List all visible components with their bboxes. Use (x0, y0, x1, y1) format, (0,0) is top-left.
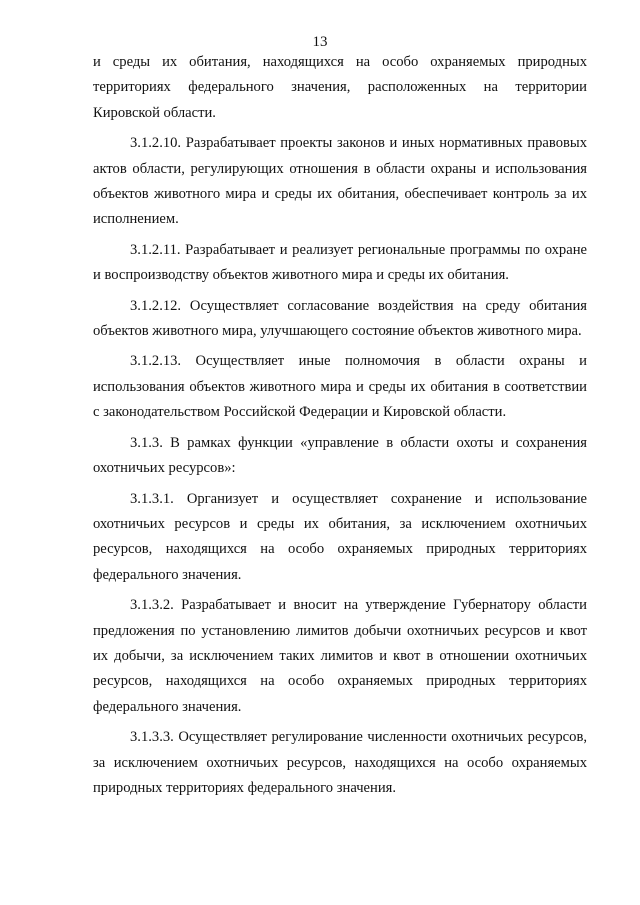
page-number: 13 (312, 34, 328, 50)
document-body (93, 50, 587, 806)
paragraph-3-1-2-12: 3.1.2.12. Осуществляет согласование воздействия на среду обитания объектов животного мира, улучшающего состояние объектов животного мира. (93, 297, 587, 340)
paragraph-continuation: и среды их обитания, находящихся на особо охраняемых природных территориях федерального значения, расположенных на территории Кировской области. (93, 54, 587, 121)
paragraph-3-1-2-13: 3.1.2.13. Осуществляет иные полномочия в области охраны и использования объектов животного мира и среды их обитания в соответствии с законодательством Российской Федерации и Кировской области. (93, 353, 587, 421)
paragraph-3-1-3-3: 3.1.3.3. Осуществляет регулирование численности охотничьих ресурсов, за исключением охотничьих ресурсов, находящихся на особо охраняемых природных территориях федерального значения. (93, 729, 587, 796)
paragraph-3-1-3-2: 3.1.3.2. Разрабатывает и вносит на утверждение Губернатору области предложения по установлению лимитов добычи охотничьих ресурсов и квот их добычи, за исключением таких лимитов и квот в отношении охотничьих ресурсов, находящихся на особо охраняемых природных территориях федерального значения. (93, 597, 587, 715)
paragraph-3-1-2-10: 3.1.2.10. Разрабатывает проекты законов и иных нормативных правовых актов области, регулирующих отношения в области охраны и использования объектов животного мира и среды их обитания, обеспечивает контроль за их исполнением. (93, 135, 587, 228)
paragraph-3-1-3-1: 3.1.3.1. Организует и осуществляет сохранение и использование охотничьих ресурсов и среды их обитания, за исключением охотничьих ресурсов, находящихся на особо охраняемых природных территориях федерального значения. (93, 490, 587, 583)
paragraph-3-1-3: 3.1.3. В рамках функции «управление в области охоты и сохранения охотничьих ресурсов»: (93, 434, 587, 477)
paragraph-3-1-2-11: 3.1.2.11. Разрабатывает и реализует региональные программы по охране и воспроизводству объектов животного мира и среды их обитания. (93, 241, 587, 284)
